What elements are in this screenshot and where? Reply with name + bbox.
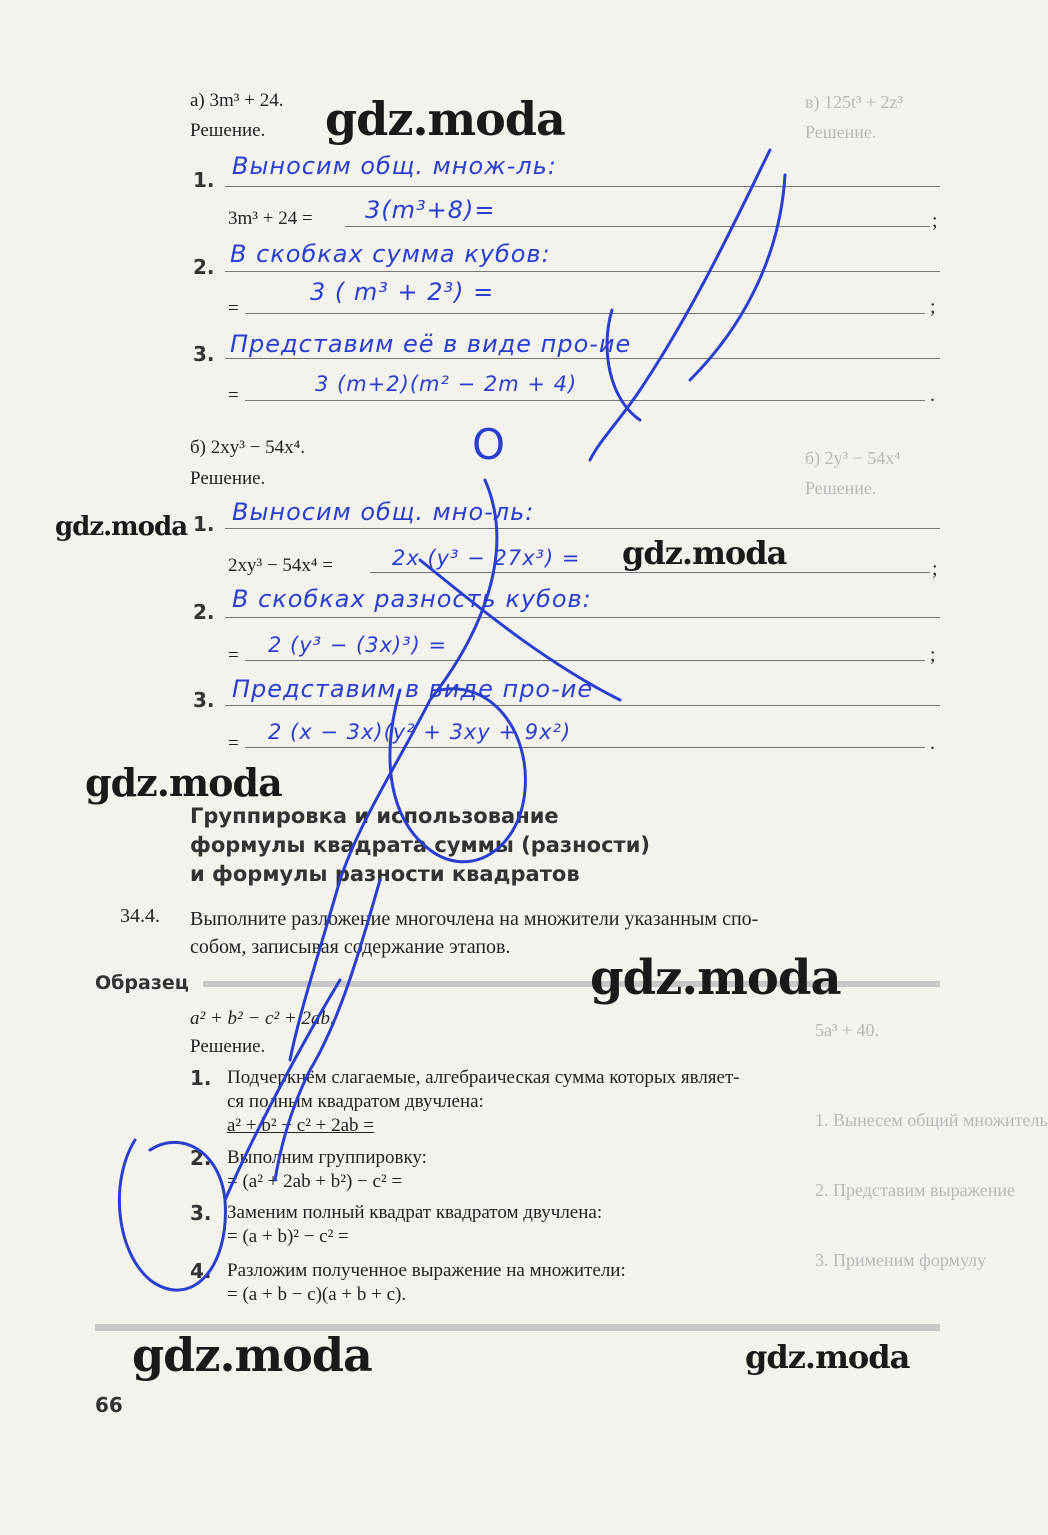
sample-step-line: Разложим полученное выражение на множители: [227,1260,626,1281]
step-prefix: 2xy³ − 54x⁴ = [228,555,334,576]
task-b-solution-label: Решение. [190,468,266,489]
step-prefix: = [228,385,239,406]
watermark: gdz.moda [85,760,282,805]
step-prefix: = [228,733,239,754]
sample-step-line: Выполним группировку: [227,1147,427,1168]
step-number: 1. [193,168,215,192]
handwritten-answer: В скобках разность кубов: [232,585,592,613]
sample-solution-label: Решение. [190,1036,266,1057]
diagonal-ink-stroke [290,480,497,1060]
watermark: gdz.moda [622,534,787,572]
watermark: gdz.moda [132,1328,372,1382]
line-end-mark: ; [932,210,938,232]
handwritten-answer: Выносим общ. множ-ль: [232,152,557,180]
step-number: 3. [193,342,215,366]
exercise-text-line: Выполните разложение многочлена на множители указанным спо- [190,908,759,930]
loop-ink-stroke [390,689,525,862]
diagonal-ink-stroke [420,560,620,700]
watermark: gdz.moda [325,92,565,146]
bleed-through-text: 2. Представим выражение [815,1180,1016,1200]
bleed-through-text: Решение. [805,122,877,142]
handwritten-answer: Представим в виде про-ие [232,675,594,703]
sample-expression: a² + b² − c² + 2ab. [190,1008,335,1029]
section-heading-line: Группировка и использование [190,804,559,828]
task-a-solution-label: Решение. [190,120,266,141]
step-number: 3. [193,688,215,712]
handwritten-answer: В скобках сумма кубов: [230,240,551,268]
diagonal-ink-stroke [590,150,770,460]
sample-step-formula: = (a + b − c)(a + b + c). [227,1284,407,1305]
bleed-through-text: 5a³ + 40. [815,1020,880,1040]
step-prefix: = [228,645,239,666]
task-b-expression: б) 2xy³ − 54x⁴. [190,437,306,458]
bleed-through-text: в) 125t³ + 2z³ [805,92,903,112]
bleed-through-text: Решение. [805,478,877,498]
line-end-mark: ; [930,644,936,666]
handwritten-answer: Выносим общ. мно-ль: [232,498,535,526]
bleed-through-text: 3. Применим формулу [815,1250,987,1270]
step-number: 3. [190,1201,212,1225]
section-heading-line: и формулы разности квадратов [190,862,580,886]
handwritten-answer: 2 (x − 3x)(y² + 3xy + 9x²) [268,720,572,744]
step-number: 1. [193,512,215,536]
handwritten-answer: 3(m³+8)= [365,196,496,224]
bleed-through-text: 1. Вынесем общий множитель [815,1110,1048,1130]
sample-step-line: Подчеркнём слагаемые, алгебраическая сумма которых являет- [227,1067,740,1088]
handwritten-answer: 3 ( m³ + 2³) = [310,278,495,306]
exercise-number: 34.4. [120,905,160,927]
diagonal-ink-stroke [225,980,340,1200]
sample-step-formula: a² + b² − c² + 2ab = [227,1115,374,1136]
step-number: 2. [193,600,215,624]
sample-title: Образец [95,972,203,994]
exercise-text-line: собом, записывая содержание этапов. [190,936,511,958]
line-end-mark: . [930,732,935,754]
watermark: gdz.moda [55,512,188,542]
watermark: gdz.moda [590,950,841,1006]
step-prefix: = [228,298,239,319]
sample-step-formula: = (a² + 2ab + b²) − c² = [227,1171,403,1192]
sample-step-line: ся полным квадратом двучлена: [227,1091,484,1112]
step-number: 2. [193,255,215,279]
diagonal-ink-stroke [690,175,785,380]
bleed-through-text: б) 2y³ − 54x⁴ [805,448,901,468]
page-number: 66 [95,1393,123,1417]
sample-step-line: Заменим полный квадрат квадратом двучлена: [227,1202,603,1223]
task-a-expression: а) 3m³ + 24. [190,90,284,111]
step-prefix: 3m³ + 24 = [228,208,313,229]
handwritten-answer: 2x (y³ − 27x³) = [392,546,581,570]
ink-strokes [119,150,785,1290]
watermark: gdz.moda [745,1338,910,1376]
arc-ink-stroke [607,310,640,420]
step-number: 1. [190,1066,212,1090]
line-end-mark: ; [932,558,938,580]
line-end-mark: . [930,384,935,406]
handwritten-answer: 3 (m+2)(m² − 2m + 4) [315,372,578,396]
handwritten-answer: 2 (y³ − (3x)³) = [268,633,448,657]
sample-step-formula: = (a + b)² − c² = [227,1226,349,1247]
section-heading-line: формулы квадрата суммы (разности) [190,833,651,857]
handwritten-answer: Представим её в виде про-ие [230,330,632,358]
step-number: 2. [190,1146,212,1170]
step-number: 4. [190,1259,212,1283]
line-end-mark: ; [930,296,936,318]
handwritten-circle-mark: O [472,420,507,469]
loop-ink-stroke [119,1140,225,1290]
